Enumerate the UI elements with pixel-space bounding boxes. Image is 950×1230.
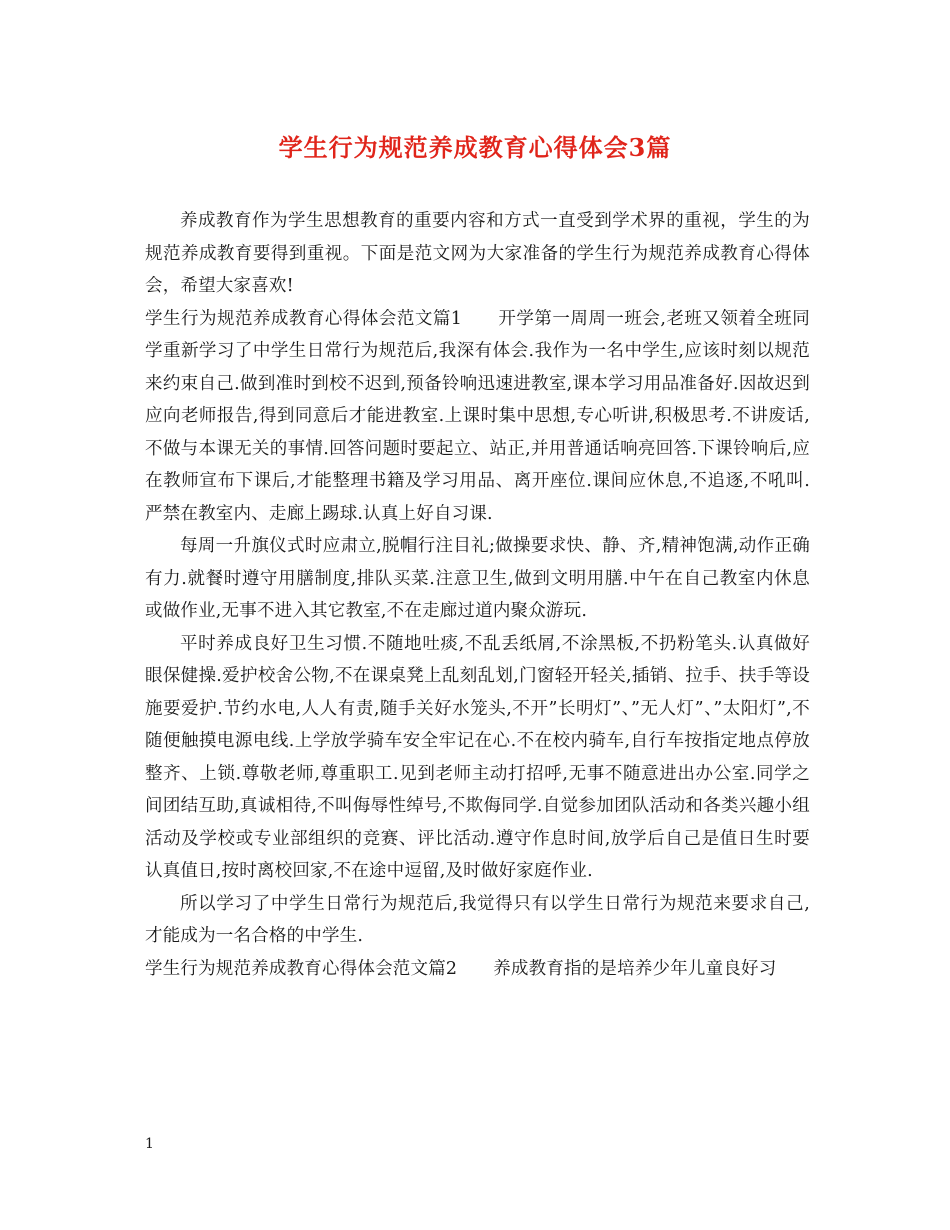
- document-body: [145, 205, 810, 985]
- section-1-paragraph: [145, 303, 810, 531]
- section-1-paragraph-4: 所以学习了中学生日常行为规范后,我觉得只有以学生日常行为规范来要求自己,才能成为一名合格的中学生.: [145, 893, 810, 946]
- section-1-first-text: 开学第一周周一班会,老班又领着全班同学重新学习了中学生日常行为规范后,我深有体会.我作为一名中学生,应该时刻以规范来约束自己.做到准时到校不迟到,预备铃响迅速进教室,课本学习用品准备好.因故迟到应向老师报告,得到同意后才能进教室.上课时集中思想,专心听讲,积极思考.不讲废话,不做与本课无关的事情.回答问题时要起立、站正,并用普通话响亮回答.下课铃响后,应在教师宣布下课后,才能整理书籍及学习用品、离开座位.课间应休息,不追逐,不吼叫.严禁在教室内、走廊上踢球.认真上好自习课.: [145, 308, 810, 524]
- document-title: 学生行为规范养成教育心得体会3篇: [278, 133, 672, 162]
- section-1-paragraph-3: 平时养成良好卫生习惯.不随地吐痰,不乱丢纸屑,不涂黑板,不扔粉笔头.认真做好眼保健操.爱护校舍公物,不在课桌凳上乱刻乱划,门窗轻开轻关,插销、拉手、扶手等设施要爱护.节约水电,人人有责,随手关好水笼头,不开”长明灯”、”无人灯”、”太阳灯”,不随便触摸电源电线.上学放学骑车安全牢记在心.不在校内骑车,自行车按指定地点停放整齐、上锁.尊敬老师,尊重职工.见到老师主动打招呼,无事不随意进出办公室.同学之间团结互助,真诚相待,不叫侮辱性绰号,不欺侮同学.自觉参加团队活动和各类兴趣小组活动及学校或专业部组织的竞赛、评比活动.遵守作息时间,放学后自己是值日生时要认真值日,按时离校回家,不在途中逗留,及时做好家庭作业.: [145, 633, 810, 881]
- section-2-paragraph: [145, 953, 810, 986]
- page-number: 1: [145, 1136, 154, 1152]
- section-2-heading: 学生行为规范养成教育心得体会范文篇2: [145, 958, 458, 979]
- section-2-first-text: 养成教育指的是培养少年儿童良好习: [493, 958, 777, 979]
- section-1-paragraph-2: 每周一升旗仪式时应肃立,脱帽行注目礼;做操要求快、静、齐,精神饱满,动作正确有力.就餐时遵守用膳制度,排队买菜.注意卫生,做到文明用膳.中午在自己教室内休息或做作业,无事不进入其它教室,不在走廊过道内聚众游玩.: [145, 536, 810, 621]
- section-1-heading: 学生行为规范养成教育心得体会范文篇1: [145, 308, 463, 329]
- intro-paragraph: 养成教育作为学生思想教育的重要内容和方式一直受到学术界的重视，学生的为规范养成教育要得到重视。下面是范文网为大家准备的学生行为规范养成教育心得体会，希望大家喜欢!: [145, 211, 810, 296]
